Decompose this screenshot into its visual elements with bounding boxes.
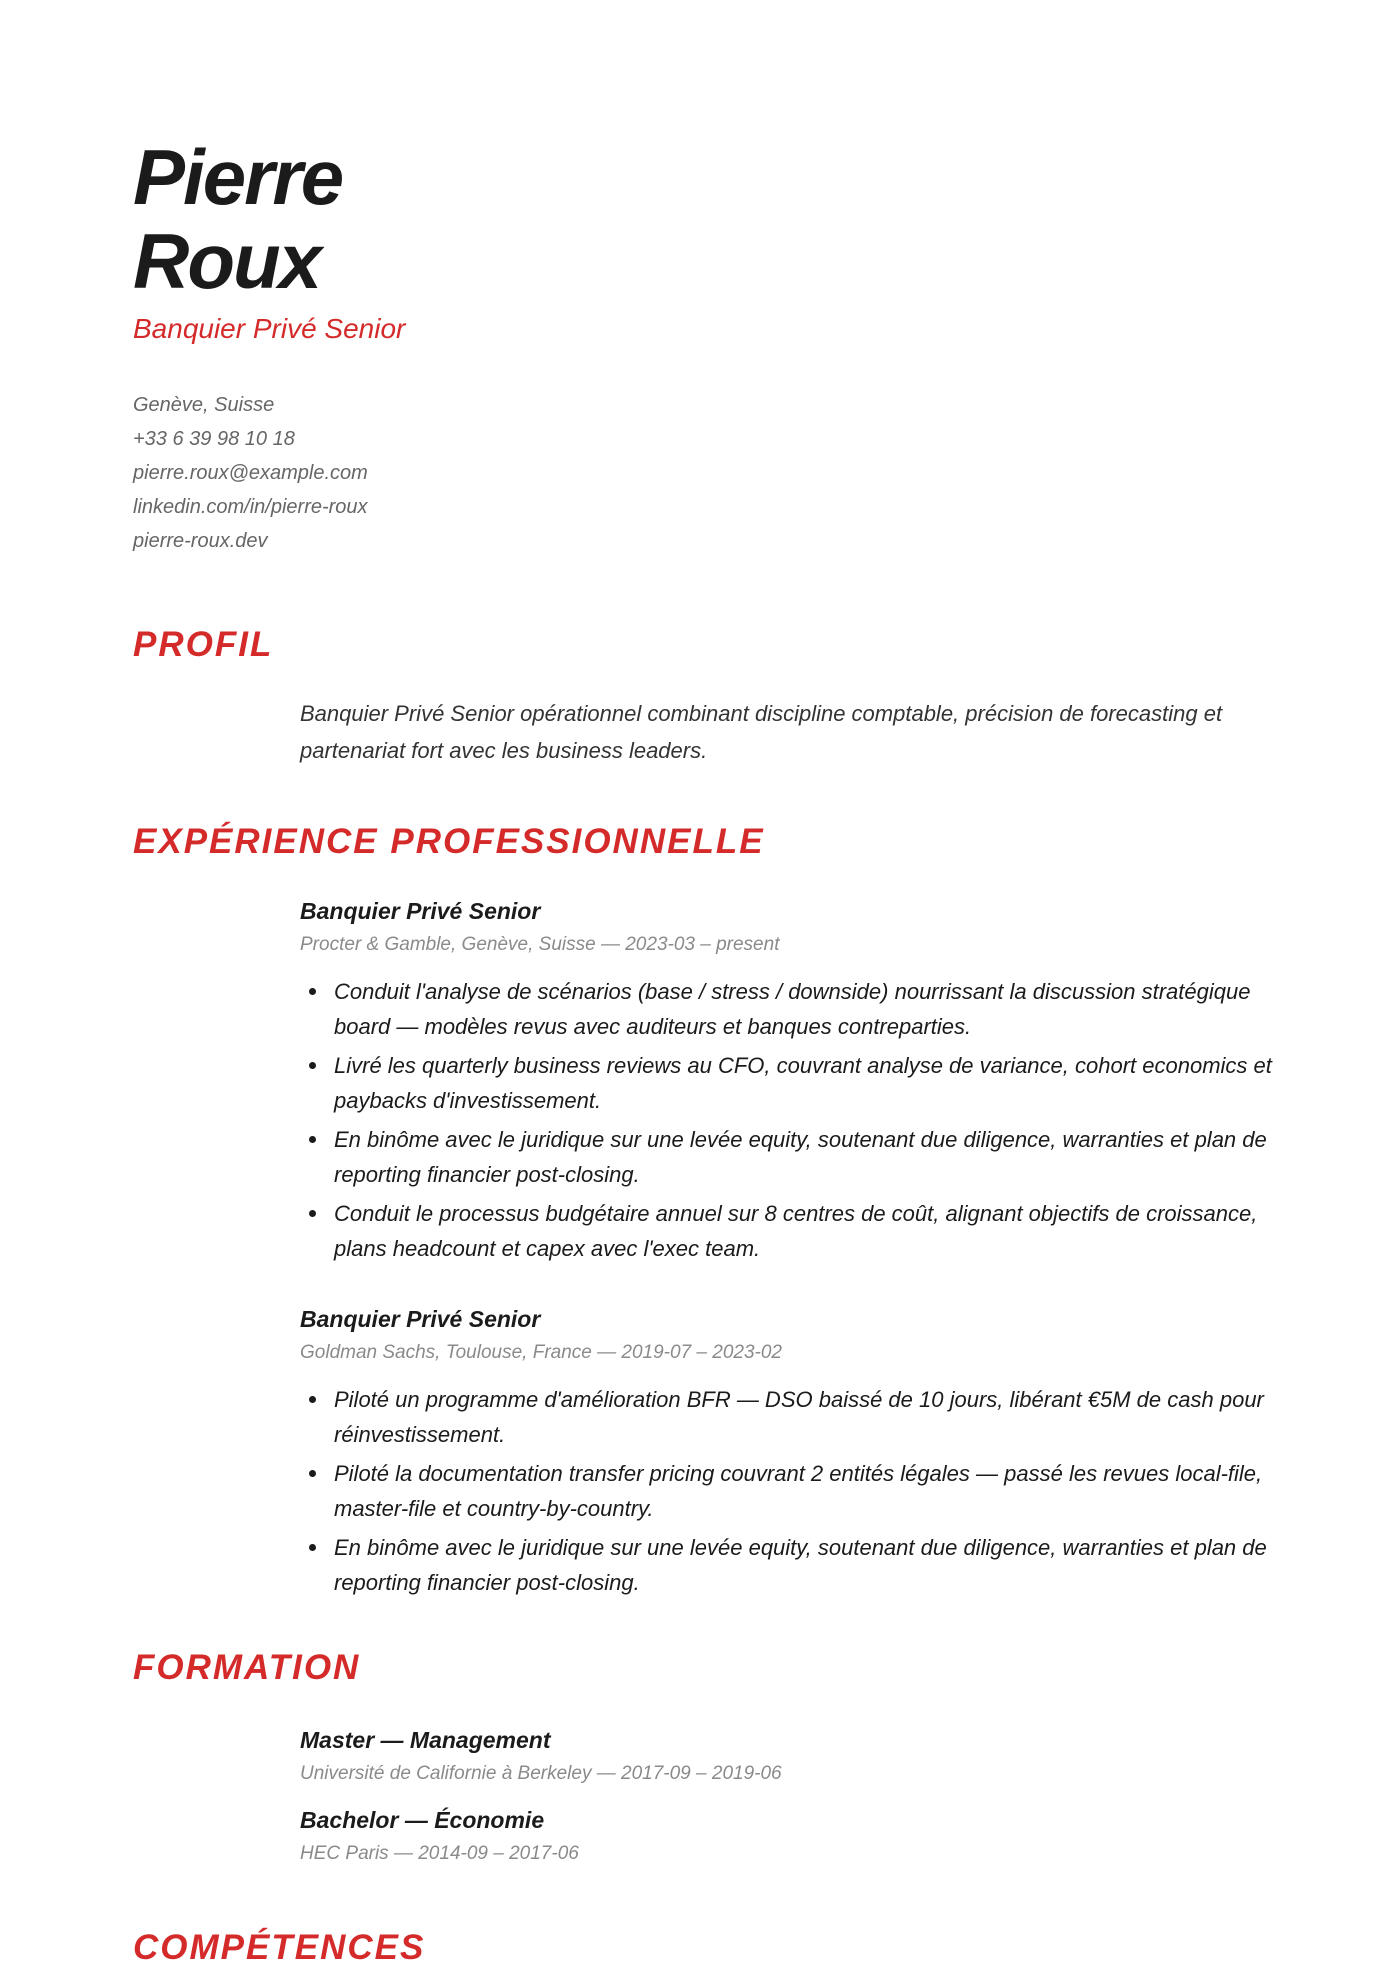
experience-item [300,896,1280,1270]
education-meta: HEC Paris — 2014-09 – 2017-06 [300,1843,579,1864]
bullet-item: En binôme avec le juridique sur une levée equity, soutenant due diligence, warranties et plan de reporting financier post-closing. [300,1122,1280,1192]
job-title-headline: Banquier Privé Senior [133,313,406,344]
experience-title: Banquier Privé Senior [300,1306,541,1332]
bullet-item: Piloté un programme d'amélioration BFR — DSO baissé de 10 jours, libérant €5M de cash pour réinvestissement. [300,1382,1280,1452]
experience-meta: Goldman Sachs, Toulouse, France — 2019-07 – 2023-02 [300,1342,782,1363]
contact-phone: +33 6 39 98 10 18 [133,428,295,450]
experience-item [300,1304,1280,1604]
experience-meta: Procter & Gamble, Genève, Suisse — 2023-03 – present [300,934,780,955]
education-section [300,1725,1280,1885]
education-meta: Université de Californie à Berkeley — 2017-09 – 2019-06 [300,1763,782,1784]
experience-bullets [300,974,1280,1266]
bullet-item: En binôme avec le juridique sur une levée equity, soutenant due diligence, warranties et plan de reporting financier post-closing. [300,1530,1280,1600]
skills-heading: COMPÉTENCES [133,1928,426,1967]
bullet-item: Livré les quarterly business reviews au CFO, couvrant analyse de variance, cohort economics et paybacks d'investissement. [300,1048,1280,1118]
profile-heading: PROFIL [133,625,274,664]
contact-website[interactable]: pierre-roux.dev [133,530,268,552]
contact-email[interactable]: pierre.roux@example.com [133,462,368,484]
education-heading: FORMATION [133,1648,361,1687]
bullet-item: Conduit l'analyse de scénarios (base / stress / downside) nourrissant la discussion stratégique board — modèles revus avec auditeurs et banques contreparties. [300,974,1280,1044]
profile-section [300,695,1280,769]
first-name: Pierre [133,133,343,221]
contact-location: Genève, Suisse [133,394,275,416]
bullet-item: Piloté la documentation transfer pricing couvrant 2 entités légales — passé les revues local-file, master-file et country-by-country. [300,1456,1280,1526]
education-degree: Bachelor — Économie [300,1807,545,1833]
education-item [300,1805,1280,1869]
experience-bullets [300,1382,1280,1600]
contact-linkedin[interactable]: linkedin.com/in/pierre-roux [133,496,368,518]
candidate-name [133,135,342,303]
last-name: Roux [133,217,320,305]
profile-text: Banquier Privé Senior opérationnel combinant discipline comptable, précision de forecasting et partenariat fort avec les business leaders. [300,701,1223,763]
experience-heading: EXPÉRIENCE PROFESSIONNELLE [133,822,765,861]
contact-info [133,388,368,558]
experience-title: Banquier Privé Senior [300,898,541,924]
education-degree: Master — Management [300,1727,551,1753]
education-item [300,1725,1280,1789]
bullet-item: Conduit le processus budgétaire annuel sur 8 centres de coût, alignant objectifs de croissance, plans headcount et capex avec l'exec team. [300,1196,1280,1266]
